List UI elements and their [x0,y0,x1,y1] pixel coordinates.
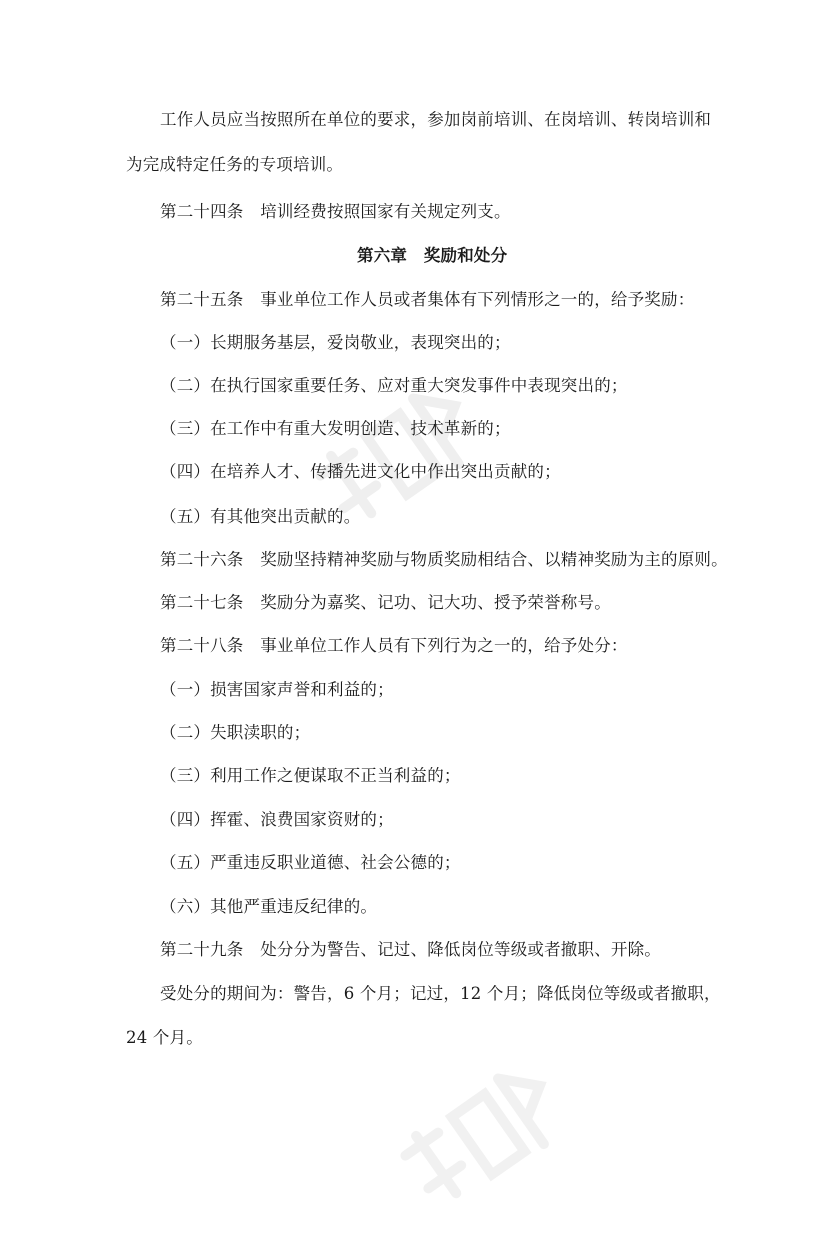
penalty-item-1: （一）损害国家声誉和利益的； [160,680,394,699]
penalty-item-5: （五）严重违反职业道德、社会公德的； [160,853,461,872]
article-26: 第二十六条 奖励坚持精神奖励与物质奖励相结合、以精神奖励为主的原则。 [160,550,728,569]
paragraph-training-line2: 为完成特定任务的专项培训。 [126,155,344,174]
article-27: 第二十七条 奖励分为嘉奖、记功、记大功、授予荣誉称号。 [160,593,611,612]
paragraph-training-line1: 工作人员应当按照所在单位的要求，参加岗前培训、在岗培训、转岗培训和 [160,110,712,129]
reward-item-3: （三）在工作中有重大发明创造、技术革新的； [160,419,511,438]
penalty-item-6: （六）其他严重违反纪律的。 [160,897,378,916]
penalty-item-3: （三）利用工作之便谋取不正当利益的； [160,766,461,785]
penalty-period-line2: 24 个月。 [126,1028,203,1047]
chapter-heading: 第六章 奖励和处分 [357,246,508,265]
penalty-item-2: （二）失职渎职的； [160,723,311,742]
article-25: 第二十五条 事业单位工作人员或者集体有下列情形之一的，给予奖励： [160,290,695,309]
article-29: 第二十九条 处分分为警告、记过、降低岗位等级或者撤职、开除。 [160,940,661,959]
reward-item-1: （一）长期服务基层，爱岗敬业，表现突出的； [160,333,511,352]
article-28: 第二十八条 事业单位工作人员有下列行为之一的，给予处分： [160,636,628,655]
article-24: 第二十四条 培训经费按照国家有关规定列支。 [160,202,511,221]
watermark-icon [380,1040,580,1240]
penalty-period-line1: 受处分的期间为：警告，6 个月；记过，12 个月；降低岗位等级或者撤职， [160,984,721,1003]
reward-item-5: （五）有其他突出贡献的。 [160,507,361,526]
reward-item-4: （四）在培养人才、传播先进文化中作出突出贡献的； [160,462,561,481]
reward-item-2: （二）在执行国家重要任务、应对重大突发事件中表现突出的； [160,376,628,395]
penalty-item-4: （四）挥霍、浪费国家资财的； [160,810,394,829]
